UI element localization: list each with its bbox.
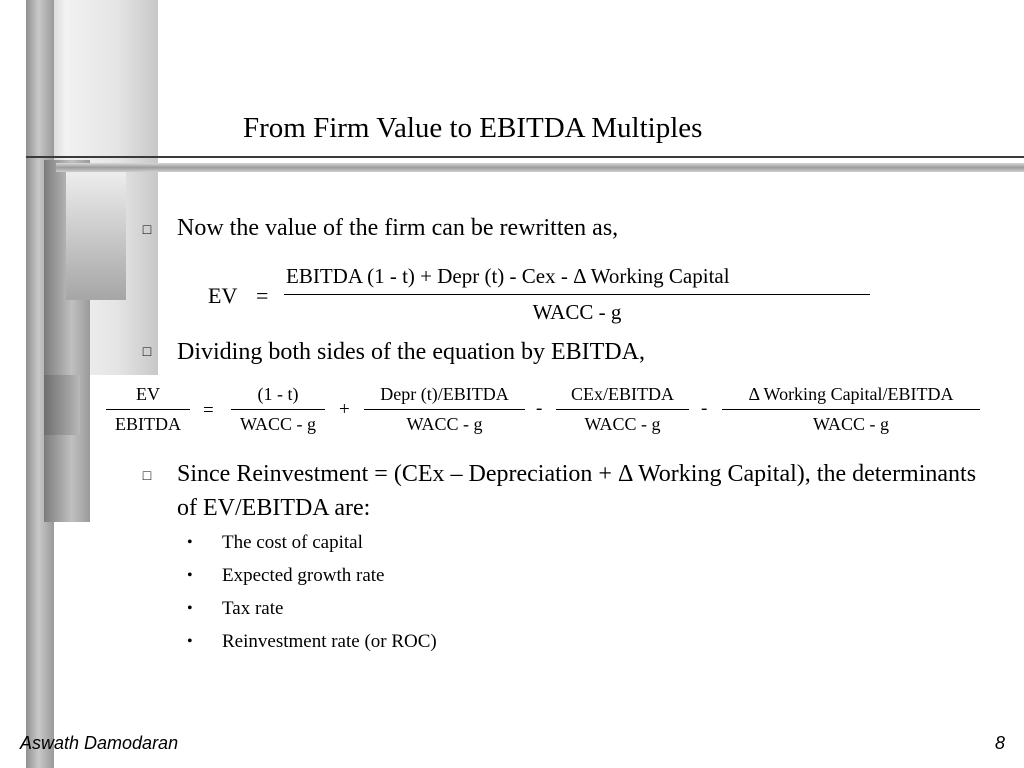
title-shadow-rule <box>56 163 1024 172</box>
bullet-text: Dividing both sides of the equation by EBITDA, <box>177 339 645 365</box>
fraction-numerator: (1 - t) <box>257 384 299 404</box>
decorative-bar-small <box>44 375 80 435</box>
minus-operator: - <box>701 398 708 419</box>
fraction-line <box>364 409 525 410</box>
sub-bullet-text: Expected growth rate <box>222 565 385 586</box>
fraction-denominator: WACC - g <box>406 414 483 434</box>
fraction-line <box>556 409 689 410</box>
page-title: From Firm Value to EBITDA Multiples <box>243 112 703 144</box>
equals-sign: = <box>256 283 269 308</box>
fraction-line <box>284 294 870 295</box>
fraction-numerator: CEx/EBITDA <box>571 384 674 404</box>
sub-bullet-text: Tax rate <box>222 598 284 619</box>
fraction-denominator: EBITDA <box>115 414 181 434</box>
fraction-numerator: EBITDA (1 - t) + Depr (t) - Cex - Δ Working Capital <box>286 264 730 288</box>
sub-bullet-icon: • <box>187 633 193 650</box>
fraction-denominator: WACC - g <box>584 414 661 434</box>
fraction-denominator: WACC - g <box>532 300 622 324</box>
fraction-numerator: Δ Working Capital/EBITDA <box>748 384 954 404</box>
decorative-bar-inner <box>66 172 126 300</box>
page-number: 8 <box>994 733 1005 753</box>
fraction-denominator: WACC - g <box>240 414 316 434</box>
bullet-icon: □ <box>142 469 152 484</box>
bullet-icon: □ <box>142 223 152 238</box>
bullet-icon: □ <box>142 345 152 360</box>
sub-bullet-text: Reinvestment rate (or ROC) <box>222 631 437 652</box>
sub-bullet-icon: • <box>187 534 193 551</box>
sub-bullet-icon: • <box>187 600 193 617</box>
equals-sign: = <box>203 400 214 421</box>
fraction-line <box>106 409 190 410</box>
bullet-text: Now the value of the firm can be rewritten as, <box>177 215 619 241</box>
sub-bullet-text: The cost of capital <box>222 532 363 553</box>
minus-operator: - <box>536 398 543 419</box>
equation-lhs: EV <box>208 283 238 308</box>
footer-author: Aswath Damodaran <box>20 733 179 753</box>
fraction-denominator: WACC - g <box>813 414 889 434</box>
title-rule <box>26 156 1024 158</box>
fraction-line <box>231 409 325 410</box>
sub-bullet-icon: • <box>187 567 193 584</box>
bullet-text: Since Reinvestment = (CEx – Depreciation + Δ Working Capital), the determinants of EV/EBITDA are: <box>177 461 977 521</box>
fraction-numerator: EV <box>136 384 160 404</box>
plus-operator: + <box>339 399 350 420</box>
fraction-numerator: Depr (t)/EBITDA <box>380 384 509 404</box>
fraction-line <box>722 409 980 410</box>
